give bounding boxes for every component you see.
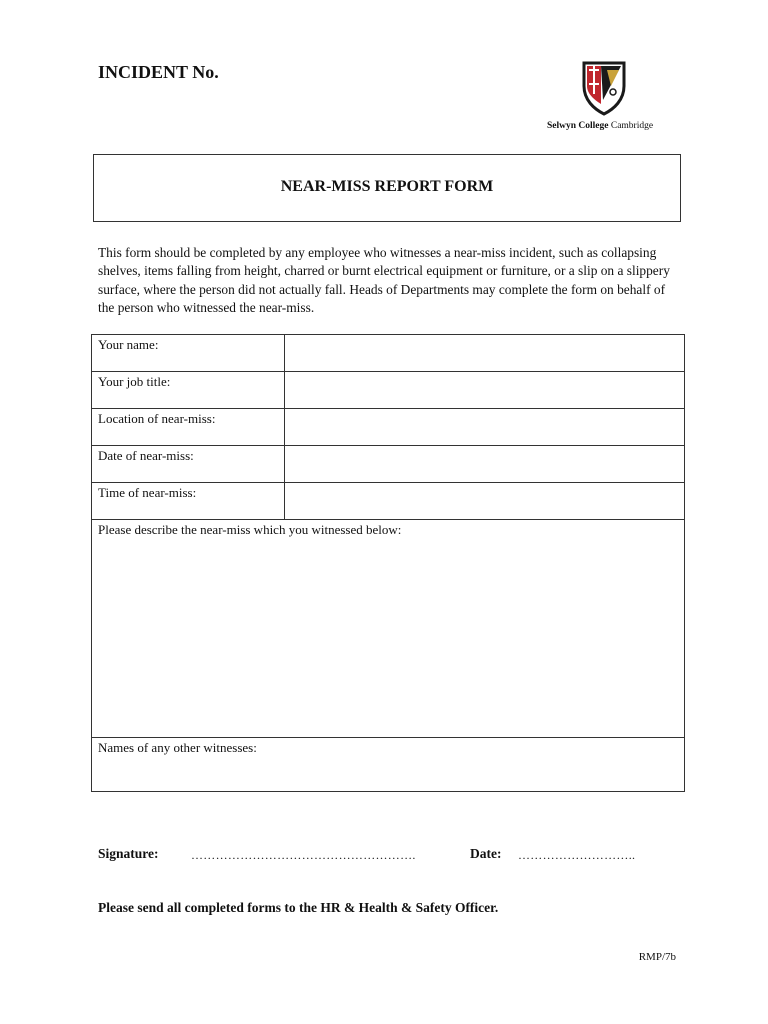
college-name: Selwyn College Cambridge: [547, 121, 654, 131]
date-field[interactable]: [285, 446, 685, 483]
field-label: Location of near-miss:: [92, 409, 285, 446]
location-field[interactable]: [285, 409, 685, 446]
form-row-location: [92, 409, 685, 446]
name-field[interactable]: [285, 335, 685, 372]
title-box: [93, 154, 681, 222]
field-label: Time of near-miss:: [92, 483, 285, 520]
form-row-name: [92, 335, 685, 372]
signature-label: Signature:: [98, 846, 159, 861]
date-line[interactable]: ………………………..: [518, 848, 636, 862]
witnesses-row: [92, 738, 685, 792]
form-title: NEAR-MISS REPORT FORM: [280, 178, 494, 195]
time-field[interactable]: [285, 483, 685, 520]
form-row-date: [92, 446, 685, 483]
report-form-table: [91, 334, 685, 792]
field-label: Date of near-miss:: [92, 446, 285, 483]
field-label: Your job title:: [92, 372, 285, 409]
form-row-time: [92, 483, 685, 520]
college-crest-icon: [581, 60, 627, 116]
witnesses-field[interactable]: [92, 738, 685, 792]
signature-line[interactable]: ……………………………………………….: [191, 848, 416, 862]
description-field[interactable]: [92, 520, 685, 738]
submission-instruction: Please send all completed forms to the HR & Health & Safety Officer.: [98, 900, 499, 915]
job-title-field[interactable]: [285, 372, 685, 409]
field-label: Your name:: [92, 335, 285, 372]
college-logo: [543, 58, 669, 136]
witnesses-label: Names of any other witnesses:: [98, 740, 257, 755]
description-row: [92, 520, 685, 738]
form-row-job-title: [92, 372, 685, 409]
document-reference: RMP/7b: [638, 951, 676, 963]
intro-paragraph: This form should be completed by any employee who witnesses a near-miss incident, such as collapsing shelves, items falling from height, charred or burnt electrical equipment or furniture, or a slip on a slippery surface, where the person did not actually fall. Heads of Departments may complete the form on behalf of the person who witnessed the near-miss.: [98, 245, 670, 315]
incident-number-label: INCIDENT No.: [98, 62, 219, 82]
date-label: Date:: [470, 846, 502, 861]
description-label: Please describe the near-miss which you witnessed below:: [98, 522, 402, 537]
